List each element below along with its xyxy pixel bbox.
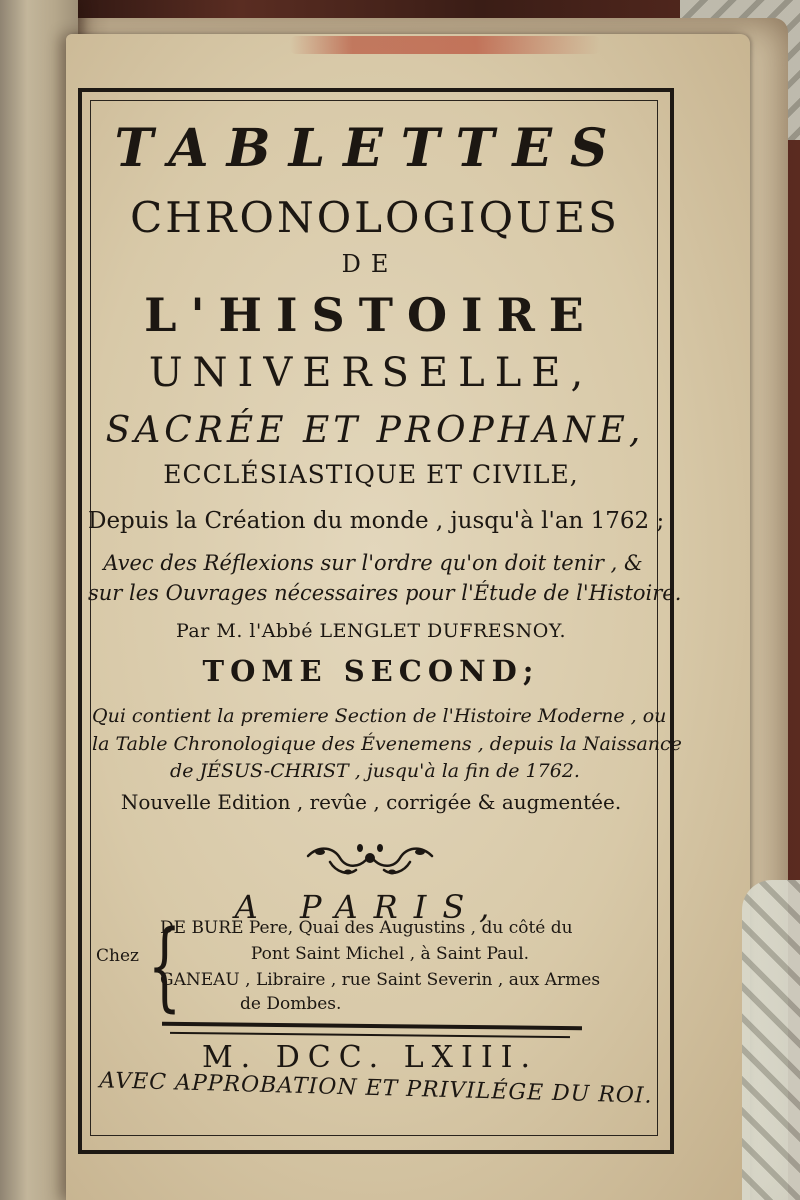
imprint-city: A PARIS, [234,888,506,926]
publisher-2-address: de Dombes. [240,994,342,1014]
brace-glyph: { [147,910,182,1022]
publisher-1-address: Pont Saint Michel , à Saint Paul. [250,944,530,964]
royal-privilege: AVEC APPROBATION ET PRIVILÉGE DU ROI. [99,1068,653,1109]
subtitle-line-3: sur les Ouvrages nécessaires pour l'Étude de l'Histoire. [88,581,682,605]
title-line-5: UNIVERSELLE, [148,350,594,396]
publisher-1: DE BURE Pere, Quai des Augustins , du côté du [160,918,573,938]
volume-desc-3: de JÉSUS-CHRIST , jusqu'à la fin de 1762. [170,760,580,782]
author-line: Par M. l'Abbé LENGLET DUFRESNOY. [176,620,566,642]
floral-ornament [300,838,440,880]
subtitle-line-2: Avec des Réflexions sur l'ordre qu'on doit tenir , & [103,551,643,575]
title-line-3: DE [341,250,399,278]
bookmark-cord-lower [742,880,800,1200]
edition-line: Nouvelle Edition , revûe , corrigée & augmentée. [120,790,622,814]
chez-label: Chez [96,946,139,966]
publication-year: M. DCC. LXIII. [201,1040,539,1075]
title-line-7: ECCLÉSIASTIQUE ET CIVILE, [163,460,579,489]
title-line-2: CHRONOLOGIQUES [130,193,620,242]
title-line-4: L'HISTOIRE [144,288,598,342]
title-line-1: TABLETTES [114,118,626,179]
volume-title: TOME SECOND; [202,654,540,688]
red-edge-stain [290,36,600,54]
publisher-2: GANEAU , Libraire , rue Saint Severin , aux Armes [160,970,601,990]
title-line-6: SACRÉE ET PROPHANE, [105,410,645,451]
volume-desc-2: la Table Chronologique des Évenemens , depuis la Naissance [92,733,682,755]
subtitle-line-1: Depuis la Création du monde , jusqu'à l'an 1762 ; [88,508,665,534]
volume-desc-1: Qui contient la premiere Section de l'Histoire Moderne , ou [92,705,667,727]
